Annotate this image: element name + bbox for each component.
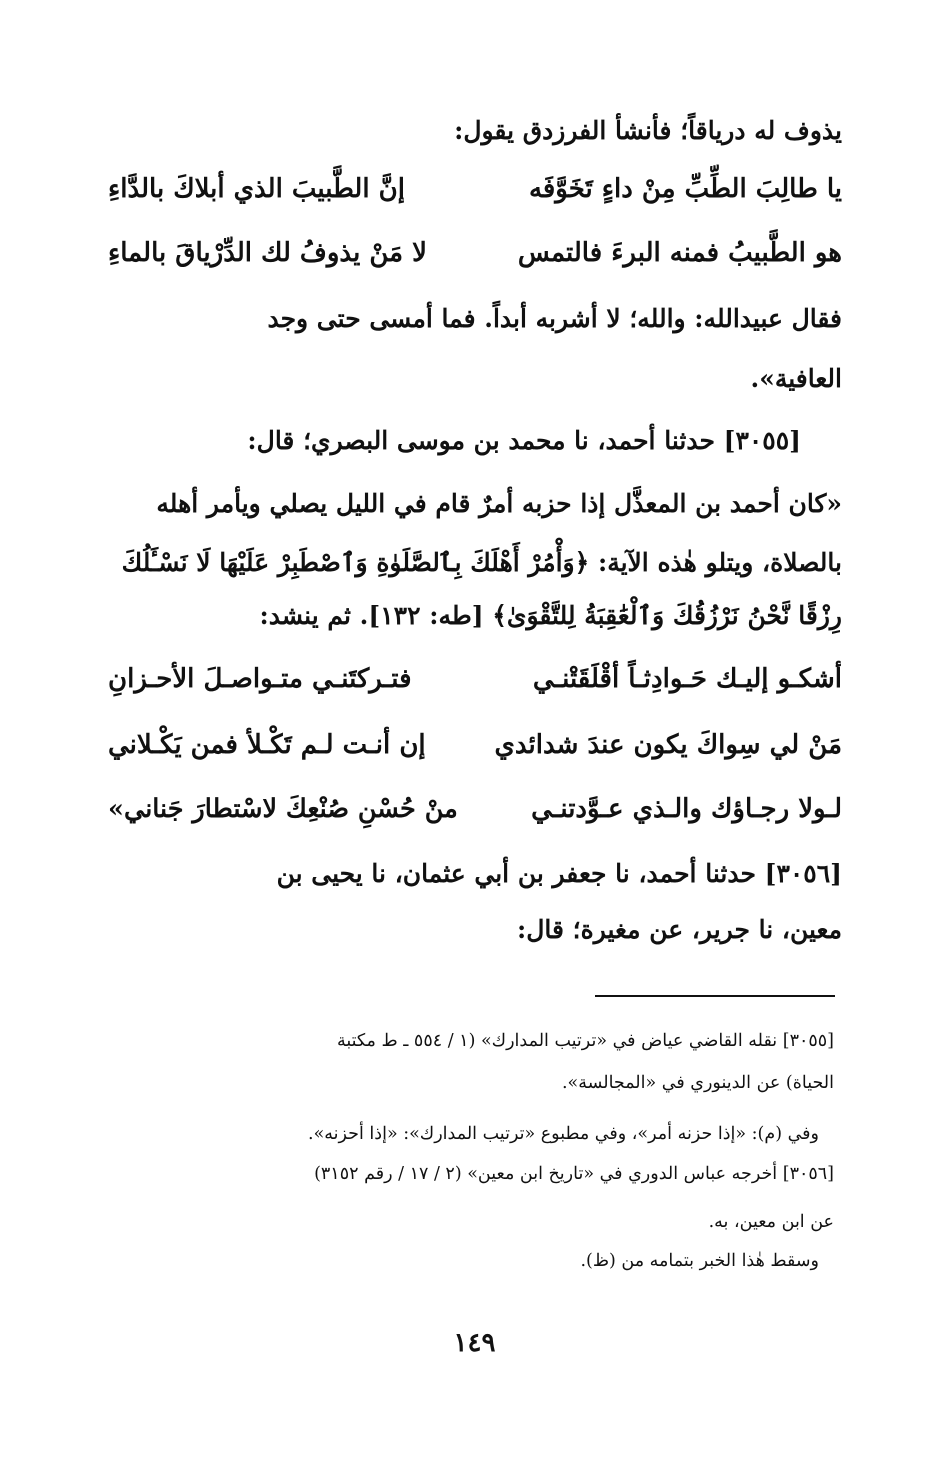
paragraph-line: [٣٠٥٦] حدثنا أحمد، نا جعفر بن أبي عثمان، نا يحيى بن <box>276 859 842 888</box>
verse-second-hemistich: إن أنـت لـم تَكْـلأ فمن يَكْـلاني <box>108 730 426 760</box>
verse-first-hemistich: يا طالِبَ الطِّبِّ مِنْ داءٍ تَخَوَّفَه <box>528 174 842 204</box>
verse-first-hemistich: مَنْ لي سِواكَ يكون عندَ شدائدي <box>494 730 842 760</box>
verse-line <box>108 730 842 770</box>
paragraph-line: فقال عبيدالله: والله؛ لا أشربه أبداً. فما أمسى حتى وجد <box>267 304 842 333</box>
paragraph-line: العافية». <box>750 364 842 393</box>
footnote-line: وفي (م): «إذا حزنه أمر»، وفي مطبوع «ترتيب المدارك»: «إذا أحزنه». <box>308 1124 819 1144</box>
intro-line: يذوف له درياقاً؛ فأنشأ الفرزدق يقول: <box>454 116 842 145</box>
verse-second-hemistich: إنَّ الطَّبيبَ الذي أبلاكَ بالدَّاءِ <box>108 174 405 204</box>
verse-second-hemistich: لا مَنْ يذوفُ لك الدِّرْياقَ بالماءِ <box>108 238 427 268</box>
footnote-line: [٣٠٥٦] أخرجه عباس الدوري في «تاريخ ابن معين» (٢ / ١٧ / رقم ٣١٥٢) <box>314 1164 834 1184</box>
footnote-separator <box>595 995 835 997</box>
verse-first-hemistich: لـولا رجـاؤك والـذي عـوَّدتنـي <box>531 794 842 824</box>
verse-first-hemistich: أشكـو إليـك حَـوادِثـاً أقْلَقَتْنـي <box>532 664 842 694</box>
verse-line <box>108 794 842 834</box>
footnote-line: [٣٠٥٥] نقله القاضي عياض في «ترتيب المدارك» (١ / ٥٥٤ ـ ط مكتبة <box>336 1031 834 1051</box>
verse-second-hemistich: منْ حُسْنِ صُنْعِكَ لاسْتطارَ جَناني» <box>108 794 458 824</box>
verse-line <box>108 238 842 278</box>
hadith-3055-heading: [٣٠٥٥] حدثنا أحمد، نا محمد بن موسى البصري؛ قال: <box>247 426 801 455</box>
verse-line <box>108 174 842 214</box>
verse-first-hemistich: هو الطَّبيبُ فمنه البرءَ فالتمس <box>517 238 842 268</box>
page-number: ١٤٩ <box>453 1328 496 1358</box>
footnote-line: وسقط هٰذا الخبر بتمامه من (ظ). <box>580 1251 819 1271</box>
paragraph-line: رِزْقًا نَّحْنُ نَرْزُقُكَ وَٱلْعَٰقِبَةُ لِلتَّقْوَىٰ﴾ [طه: ١٣٢]. ثم ينشد: <box>259 601 842 630</box>
verse-second-hemistich: فتـركتَنـي متـواصـلَ الأحـزانِ <box>108 664 412 694</box>
footnote-line: عن ابن معين، به. <box>708 1212 834 1232</box>
verse-line <box>108 664 842 704</box>
paragraph-line: «كان أحمد بن المعذَّل إذا حزبه أمرٌ قام في الليل يصلي ويأمر أهله <box>156 489 842 518</box>
footnote-line: الحياة) عن الدينوري في «المجالسة». <box>561 1073 834 1093</box>
paragraph-line: معين، نا جرير، عن مغيرة؛ قال: <box>517 915 842 944</box>
paragraph-line: بالصلاة، ويتلو هٰذه الآية: ﴿وَأْمُرْ أَهْلَكَ بِٱلصَّلَوٰةِ وَٱصْطَبِرْ عَلَيْهَا لَا نَسْـَٔلُكَ <box>121 548 842 577</box>
